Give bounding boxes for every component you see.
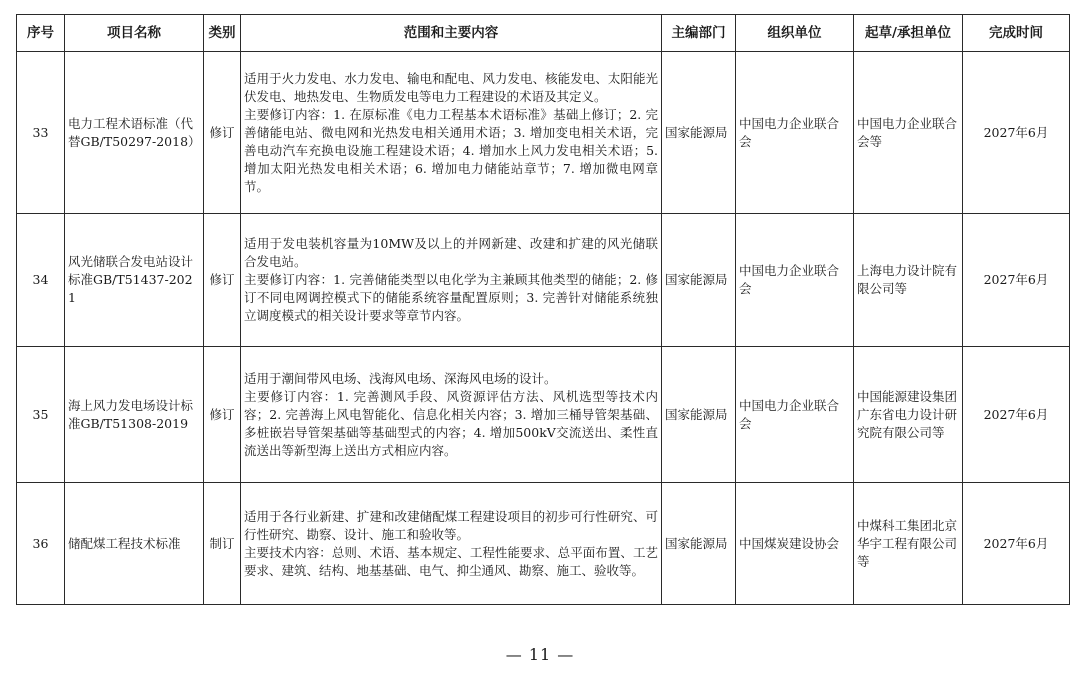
scope-applies: 适用于各行业新建、扩建和改建储配煤工程建设项目的初步可行性研究、可行性研究、勘察、设计、施工和验收等。 — [244, 508, 658, 542]
row-project-name: 海上风力发电场设计标准GB/T51308-2019 — [65, 347, 204, 483]
row-organizer: 中国电力企业联合会 — [736, 347, 854, 483]
row-drafter: 中国电力企业联合会等 — [854, 52, 963, 214]
row-completion-date: 2027年6月 — [963, 483, 1070, 605]
row-project-name: 电力工程术语标准（代替GB/T50297-2018） — [65, 52, 204, 214]
scope-main-content: 主要修订内容：1. 在原标准《电力工程基本术语标准》基础上修订；2. 完善储能电站、微电网和光热发电相关通用术语；3. 增加变电相关术语，完善电动汽车充换电设施工程建设术语；4. 增加水上风力发电相关术语；5. 增加太阳光热发电相关术语；6. 增加电力储能站章节；7. 增加微电网章节。 — [244, 106, 658, 194]
row-type: 修订 — [204, 52, 241, 214]
table-row — [17, 214, 1070, 347]
row-scope — [241, 483, 662, 605]
row-editor-dept: 国家能源局 — [662, 214, 736, 347]
row-completion-date: 2027年6月 — [963, 214, 1070, 347]
row-scope — [241, 52, 662, 214]
scope-main-content: 主要技术内容：总则、术语、基本规定、工程性能要求、总平面布置、工艺要求、建筑、结构、地基基础、电气、抑尘通风、勘察、施工、验收等。 — [244, 544, 658, 578]
scope-applies: 适用于潮间带风电场、浅海风电场、深海风电场的设计。 — [244, 370, 557, 386]
table-row — [17, 52, 1070, 214]
row-scope — [241, 214, 662, 347]
header-name: 项目名称 — [65, 15, 204, 52]
row-drafter: 上海电力设计院有限公司等 — [854, 214, 963, 347]
header-date: 完成时间 — [963, 15, 1070, 52]
row-drafter: 中国能源建设集团广东省电力设计研究院有限公司等 — [854, 347, 963, 483]
row-editor-dept: 国家能源局 — [662, 52, 736, 214]
page-number: — 11 — — [505, 645, 575, 664]
scope-applies: 适用于火力发电、水力发电、输电和配电、风力发电、核能发电、太阳能光伏发电、地热发电、生物质发电等电力工程建设的术语及其定义。 — [244, 70, 658, 104]
scope-main-content: 主要修订内容：1. 完善测风手段、风资源评估方法、风机选型等技术内容；2. 完善海上风电智能化、信息化相关内容；3. 增加三桶导管架基础、多桩嵌岩导管架基础等基础型式的内容；4. 增加500kV交流送出、柔性直流送出等新型海上送出方式相应内容。 — [244, 388, 658, 458]
row-seq: 36 — [17, 483, 65, 605]
scope-main-content: 主要修订内容：1. 完善储能类型以电化学为主兼顾其他类型的储能；2. 修订不同电网调控模式下的储能系统容量配置原则；3. 完善针对储能系统独立调度模式的相关设计要求等章节内容。 — [244, 272, 658, 323]
header-seq: 序号 — [17, 15, 65, 52]
row-editor-dept: 国家能源局 — [662, 483, 736, 605]
row-organizer: 中国电力企业联合会 — [736, 214, 854, 347]
header-org: 组织单位 — [736, 15, 854, 52]
scope-applies: 适用于发电装机容量为10MW及以上的并网新建、改建和扩建的风光储联合发电站。 — [244, 236, 658, 269]
row-type: 修订 — [204, 214, 241, 347]
header-scope: 范围和主要内容 — [241, 15, 662, 52]
row-project-name: 风光储联合发电站设计标准GB/T51437-2021 — [65, 214, 204, 347]
row-type: 制订 — [204, 483, 241, 605]
row-seq: 35 — [17, 347, 65, 483]
row-completion-date: 2027年6月 — [963, 347, 1070, 483]
row-drafter: 中煤科工集团北京华宇工程有限公司等 — [854, 483, 963, 605]
table-header-row — [17, 15, 1070, 52]
row-scope — [241, 347, 662, 483]
row-completion-date: 2027年6月 — [963, 52, 1070, 214]
standards-plan-table — [16, 14, 1070, 605]
table-row — [17, 347, 1070, 483]
row-organizer: 中国电力企业联合会 — [736, 52, 854, 214]
row-seq: 33 — [17, 52, 65, 214]
header-drafter: 起草/承担单位 — [854, 15, 963, 52]
table-row — [17, 483, 1070, 605]
row-project-name: 储配煤工程技术标准 — [65, 483, 204, 605]
row-organizer: 中国煤炭建设协会 — [736, 483, 854, 605]
row-type: 修订 — [204, 347, 241, 483]
row-editor-dept: 国家能源局 — [662, 347, 736, 483]
header-editor: 主编部门 — [662, 15, 736, 52]
row-seq: 34 — [17, 214, 65, 347]
header-type: 类别 — [204, 15, 241, 52]
